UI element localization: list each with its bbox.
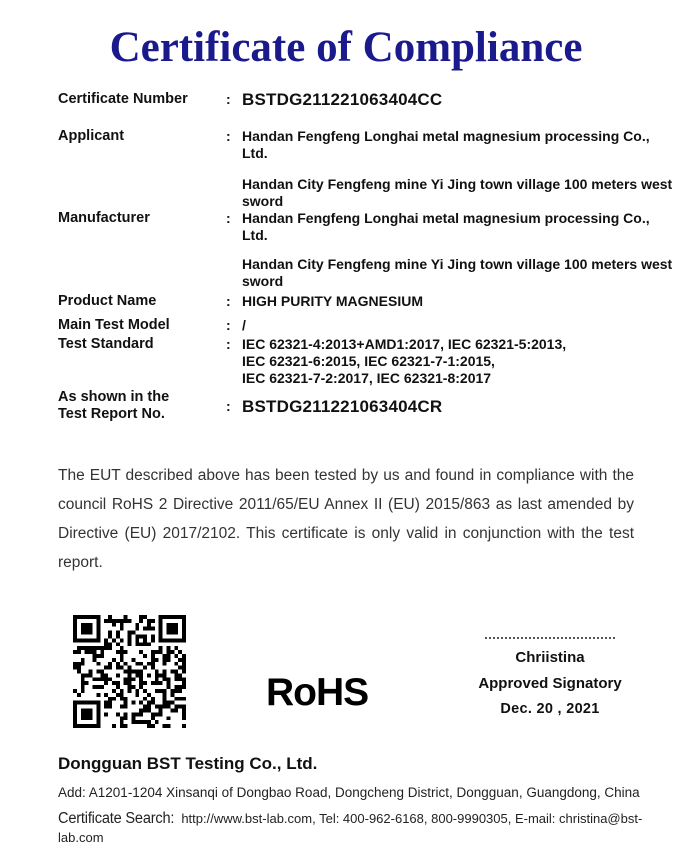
certificate-search-value: http://www.bst-lab.com, Tel: 400-962-6168, 800-9990305, E-mail: christina@bst-lab.com xyxy=(58,811,643,845)
row-manufacturer-address xyxy=(58,256,678,290)
certificate-title: Certificate of Compliance xyxy=(109,24,583,71)
field-colon: : xyxy=(226,91,231,107)
compliance-statement: The EUT described above has been tested by us and found in compliance with the council RoHS 2 Directive 2011/65/EU Annex II (EU) 2015/863 as last amended by Directive (EU) 2017/2102. This certificate is only valid in conjunction with the test report. xyxy=(58,467,634,571)
row-main-test-model xyxy=(58,317,678,334)
field-colon: : xyxy=(226,317,231,333)
field-colon: : xyxy=(226,336,231,352)
row-manufacturer xyxy=(58,210,678,244)
field-colon: : xyxy=(226,397,231,414)
certificate-number-label: Certificate Number xyxy=(58,91,188,107)
manufacturer-address-value: Handan City Fengfeng mine Yi Jing town village 100 meters west sword xyxy=(242,256,673,289)
certificate-search-label: Certificate Search: xyxy=(58,810,175,827)
certificate-search-line xyxy=(58,809,662,847)
test-report-label: As shown in the Test Report No. xyxy=(58,389,170,422)
rohs-mark: RoHS xyxy=(266,671,369,714)
issuer-address: Add: A1201-1204 Xinsanqi of Dongbao Road, Dongcheng District, Dongguan, Guangdong, China xyxy=(58,785,640,800)
signature-date: Dec. 20 , 2021 xyxy=(500,701,600,717)
product-name-value: HIGH PURITY MAGNESIUM xyxy=(242,293,423,309)
manufacturer-value: Handan Fengfeng Longhai metal magnesium processing Co., Ltd. xyxy=(242,210,650,243)
product-name-label: Product Name xyxy=(58,293,157,309)
manufacturer-label: Manufacturer xyxy=(58,210,150,226)
row-applicant xyxy=(58,128,678,162)
row-test-report-number xyxy=(58,389,678,423)
main-test-model-value: / xyxy=(242,317,246,333)
row-certificate-number xyxy=(58,91,678,108)
certificate-marks-section xyxy=(58,615,692,741)
signature-dotted-line xyxy=(485,637,615,639)
signatory-role: Approved Signatory xyxy=(478,675,622,692)
field-colon: : xyxy=(226,210,231,226)
row-product-name xyxy=(58,293,678,310)
test-standard-value: IEC 62321-4:2013+AMD1:2017, IEC 62321-5:2013, IEC 62321-6:2015, IEC 62321-7-1:2015, IEC 62321-7-2:2017, IEC 62321-8:2017 xyxy=(242,336,567,386)
certificate-number-value: BSTDG211221063404CC xyxy=(242,90,443,109)
test-standard-label: Test Standard xyxy=(58,336,154,352)
certificate-info-table xyxy=(58,91,678,423)
issuer-footer xyxy=(58,754,662,847)
qr-code-icon xyxy=(73,615,186,728)
signatory-name: Chriistina xyxy=(515,649,585,666)
signature-block xyxy=(450,637,650,717)
row-test-standard xyxy=(58,336,678,387)
test-report-value: BSTDG211221063404CR xyxy=(242,396,443,416)
field-colon: : xyxy=(226,293,231,309)
main-test-model-label: Main Test Model xyxy=(58,317,170,333)
applicant-value: Handan Fengfeng Longhai metal magnesium processing Co., Ltd. xyxy=(242,128,650,161)
applicant-address-value: Handan City Fengfeng mine Yi Jing town village 100 meters west sword xyxy=(242,176,673,209)
row-applicant-address xyxy=(58,176,678,210)
issuer-company-name: Dongguan BST Testing Co., Ltd. xyxy=(58,754,318,773)
applicant-label: Applicant xyxy=(58,128,125,144)
field-colon: : xyxy=(226,128,231,144)
